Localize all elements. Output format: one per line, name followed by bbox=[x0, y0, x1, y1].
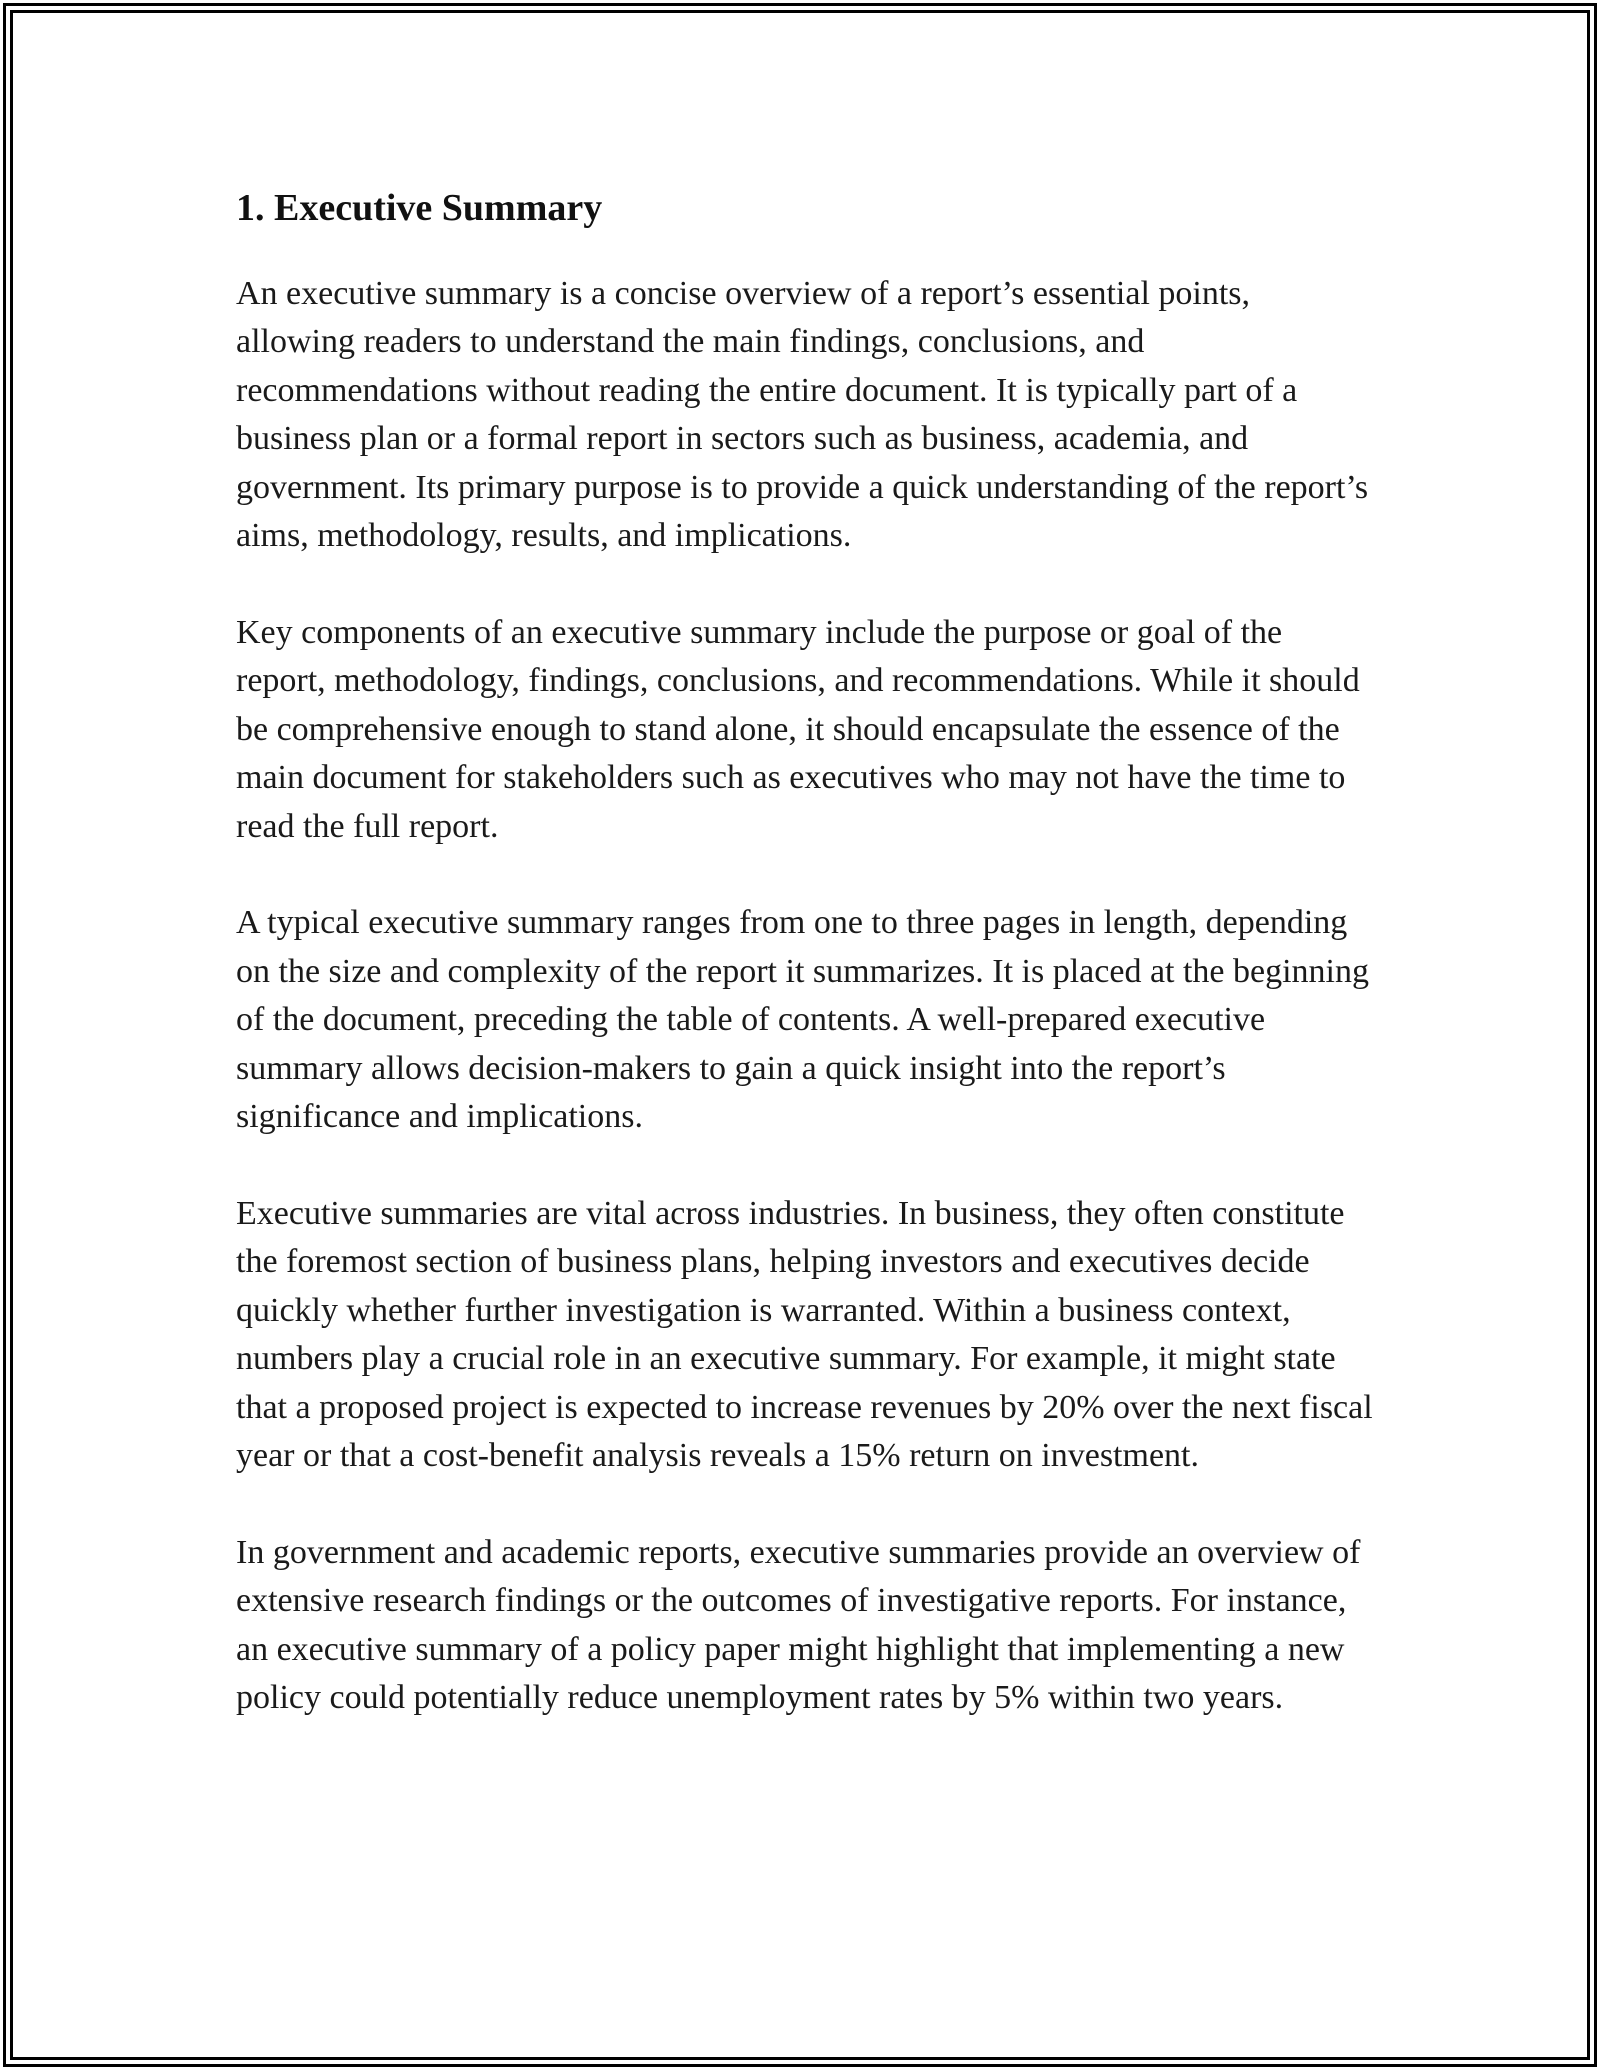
paragraph-government-academic: In government and academic reports, executive summaries provide an overview of extensive research findings or the outcomes of investigative reports. For instance, an executive summary of a policy paper might highlight that implementing a new policy could potentially reduce unemployment rates by 5% within two years. bbox=[236, 1533, 1361, 1717]
section-heading: 1. Executive Summary bbox=[236, 187, 603, 229]
paragraph-key-components: Key components of an executive summary include the purpose or goal of the report, methodology, findings, conclusions, and recommendations. While it should be comprehensive enough to stand alone, it should encapsulate the essence of the main document for stakeholders such as executives who may not have the time to read the full report. bbox=[236, 613, 1360, 845]
paragraph-definition: An executive summary is a concise overview of a report’s essential points, allowing readers to understand the main findings, conclusions, and recommendations without reading the entire document. It is typically part of a business plan or a formal report in sectors such as business, academia, and government. Its primary purpose is to provide a quick understanding of the report’s aims, methodology, results, and implications. bbox=[236, 274, 1369, 555]
document-body bbox=[236, 186, 1376, 1771]
paragraph-business-use: Executive summaries are vital across industries. In business, they often constitute the foremost section of business plans, helping investors and executives decide quickly whether further investigation is warranted. Within a business context, numbers play a crucial role in an executive summary. For example, it might state that a proposed project is expected to increase revenues by 20% over the next fiscal year or that a cost-benefit analysis reveals a 15% return on investment. bbox=[236, 1194, 1373, 1475]
paragraph-length-placement: A typical executive summary ranges from one to three pages in length, depending on the size and complexity of the report it summarizes. It is placed at the beginning of the document, preceding the table of contents. A well-prepared executive summary allows decision-makers to gain a quick insight into the report’s significance and implications. bbox=[236, 904, 1370, 1136]
